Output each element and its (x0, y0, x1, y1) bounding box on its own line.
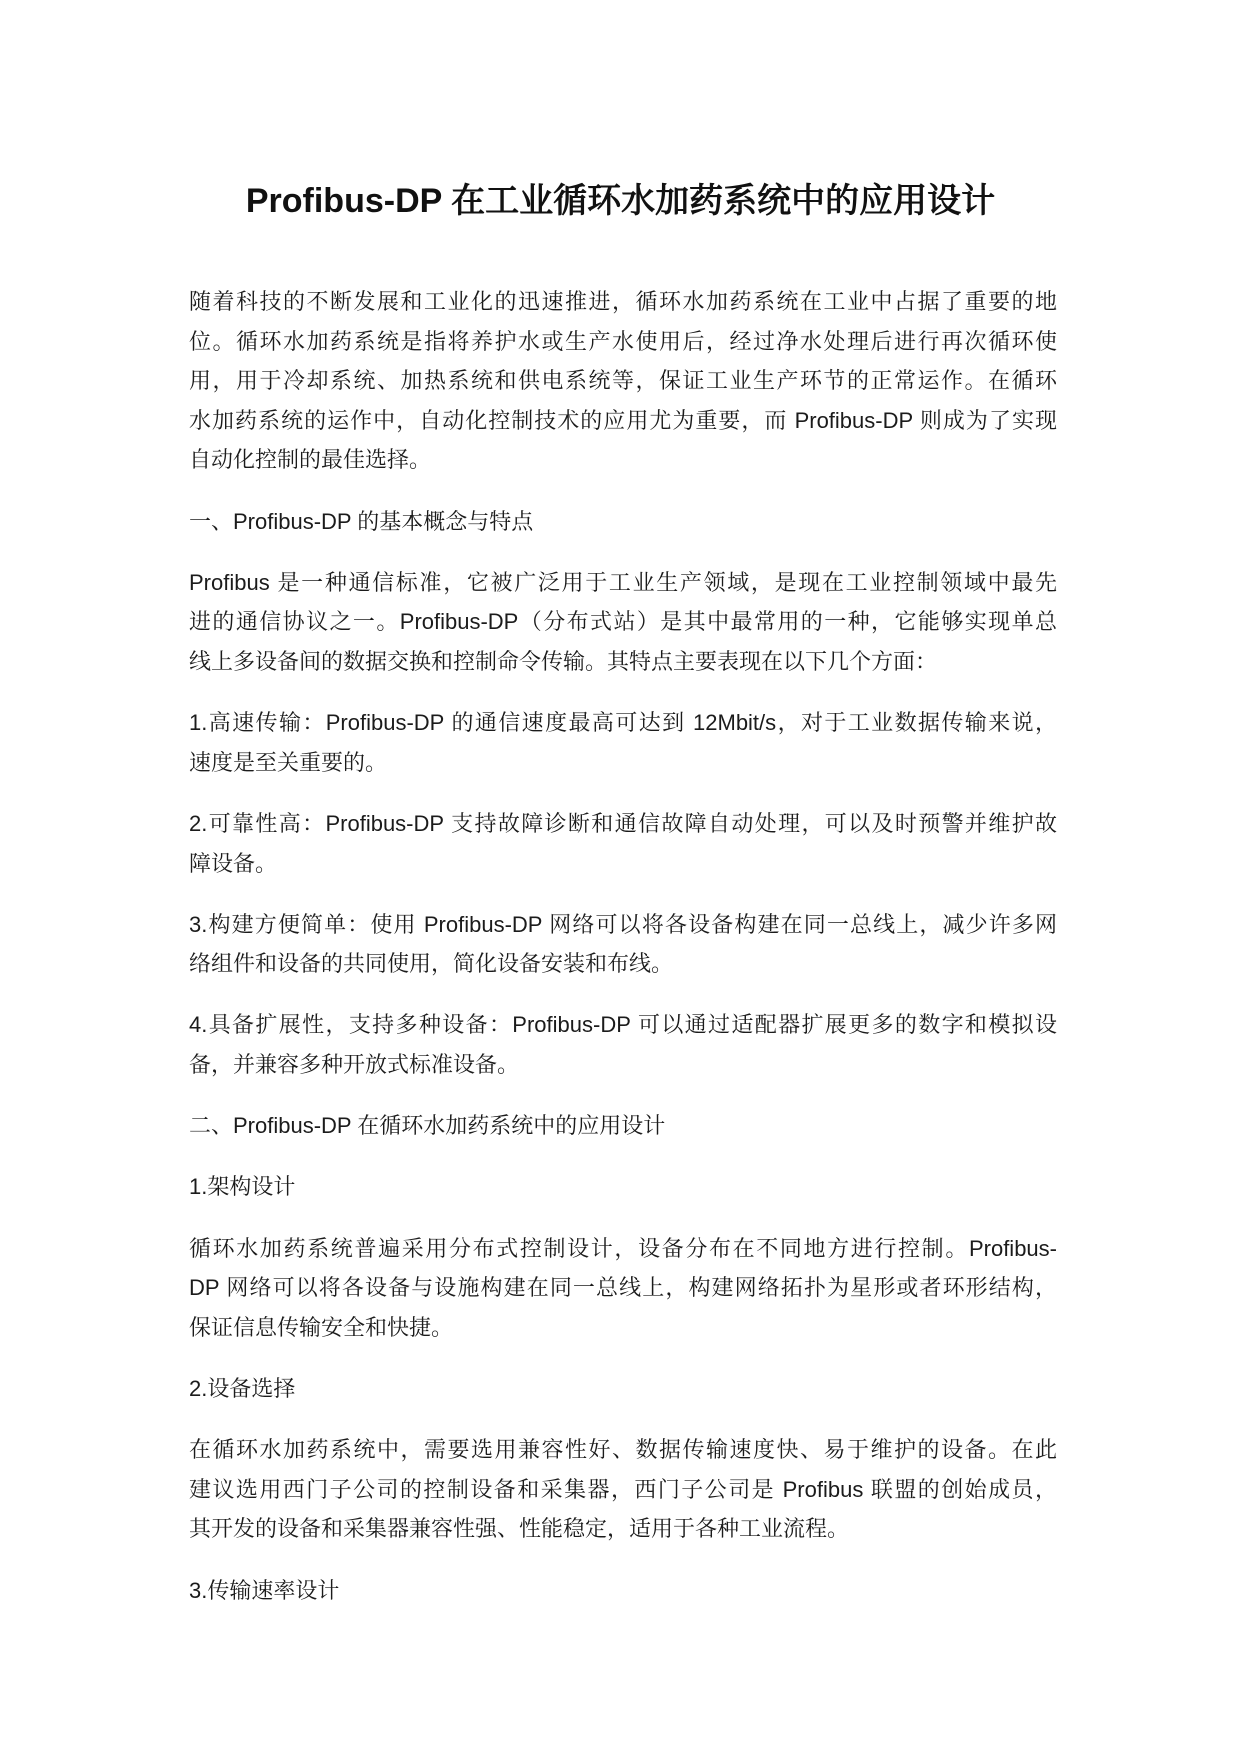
text-line: 速度是至关重要的。 (189, 749, 388, 775)
text-line: 位。循环水加药系统是指将养护水或生产水使用后，经过净水处理后进行再次循环使 (189, 328, 1057, 354)
text-line: 备，并兼容多种开放式标准设备。 (189, 1052, 520, 1078)
text-line: 自动化控制的最佳选择。 (189, 447, 432, 473)
heading-text: 2.设备选择 (189, 1376, 296, 1401)
text-line: 1.高速传输：Profibus-DP 的通信速度最高可达到 12Mbit/s，对于工业数据传输来说， (189, 710, 1057, 736)
subsection-2-heading (189, 1369, 1057, 1409)
section-1-paragraph (189, 563, 1057, 682)
subsection-3-heading (189, 1571, 1057, 1611)
intro-paragraph (189, 282, 1057, 480)
heading-text: 3.传输速率设计 (189, 1577, 340, 1603)
text-line: 2.可靠性高：Profibus-DP 支持故障诊断和通信故障自动处理，可以及时预警并维护故 (189, 810, 1057, 836)
text-line: 保证信息传输安全和快捷。 (189, 1314, 454, 1340)
text-line: 用，用于冷却系统、加热系统和供电系统等，保证工业生产环节的正常运作。在循环 (189, 368, 1057, 394)
document-title: Profibus-DP 在工业循环水加药系统中的应用设计 (245, 182, 996, 220)
section-2-heading (189, 1106, 1057, 1146)
text-line: 在循环水加药系统中，需要选用兼容性好、数据传输速度快、易于维护的设备。在此 (189, 1437, 1057, 1463)
text-line: 络组件和设备的共同使用，简化设备安装和布线。 (189, 951, 674, 977)
text-line: Profibus 是一种通信标准，它被广泛用于工业生产领域，是现在工业控制领域中最先 (189, 569, 1057, 595)
text-line: 循环水加药系统普遍采用分布式控制设计，设备分布在不同地方进行控制。Profibus- (189, 1235, 1057, 1261)
subsection-2-paragraph (189, 1430, 1057, 1549)
text-line: 建议选用西门子公司的控制设备和采集器，西门子公司是 Profibus 联盟的创始成员， (189, 1476, 1057, 1502)
feature-point-4 (189, 1005, 1057, 1084)
section-1-heading (189, 502, 1057, 542)
text-line: 4.具备扩展性，支持多种设备：Profibus-DP 可以通过适配器扩展更多的数字和模拟设 (189, 1012, 1057, 1038)
feature-point-1 (189, 703, 1057, 782)
heading-text: 二、Profibus-DP 在循环水加药系统中的应用设计 (189, 1113, 666, 1139)
heading-text: 一、Profibus-DP 的基本概念与特点 (189, 508, 534, 534)
feature-point-2 (189, 804, 1057, 883)
text-line: DP 网络可以将各设备与设施构建在同一总线上，构建网络拓扑为星形或者环形结构， (189, 1275, 1057, 1301)
text-line: 水加药系统的运作中，自动化控制技术的应用尤为重要，而 Profibus-DP 则成为了实现 (189, 407, 1057, 433)
subsection-1-heading (189, 1167, 1057, 1207)
feature-point-3 (189, 905, 1057, 984)
text-line: 其开发的设备和采集器兼容性强、性能稳定，适用于各种工业流程。 (189, 1516, 850, 1542)
text-line: 随着科技的不断发展和工业化的迅速推进，循环水加药系统在工业中占据了重要的地 (189, 289, 1057, 314)
text-line: 进的通信协议之一。Profibus-DP（分布式站）是其中最常用的一种，它能够实现单总 (189, 609, 1057, 635)
text-line: 3.构建方便简单：使用 Profibus-DP 网络可以将各设备构建在同一总线上，减少许多网 (189, 911, 1057, 937)
heading-text: 1.架构设计 (189, 1174, 296, 1200)
text-line: 障设备。 (189, 850, 278, 876)
text-line: 线上多设备间的数据交换和控制命令传输。其特点主要表现在以下几个方面： (189, 648, 938, 674)
document-body (189, 282, 1057, 1632)
subsection-1-paragraph (189, 1229, 1057, 1348)
